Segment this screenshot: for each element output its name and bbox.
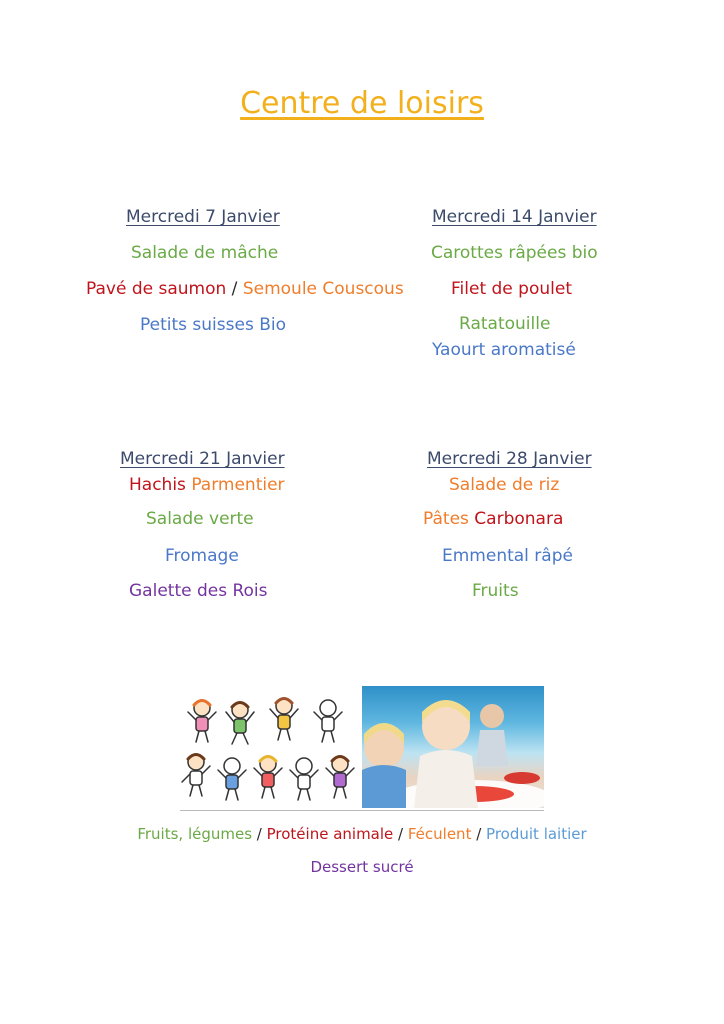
menu-item-text: Salade de mâche [131,243,279,263]
separator: / [393,825,408,843]
page-title: Centre de loisirs [240,86,484,121]
menu-day-2: Mercredi 14 Janvier [432,207,597,227]
menu-item [165,546,239,566]
menu-item-text: Salade verte [146,509,254,529]
legend-dessert: Dessert sucré [310,858,414,876]
menu-day-3: Mercredi 21 Janvier [120,449,285,469]
menu-item-text: Fromage [165,546,239,566]
menu-item [129,475,285,495]
separator: / [252,825,267,843]
menu-item [140,315,286,335]
menu-item-text: Carbonara [474,509,564,529]
menu-item-text: Carottes râpées bio [431,243,598,263]
menu-day-1: Mercredi 7 Janvier [126,207,280,227]
menu-item [451,279,572,299]
menu-item [459,314,550,334]
menu-item-text: Hachis [129,475,192,495]
legend-proteine: Protéine animale [266,825,394,843]
food-legend [0,825,724,843]
menu-item [449,475,559,495]
menu-item-text: Petits suisses Bio [140,315,286,335]
menu-item-text: Semoule Couscous [242,279,404,299]
legend-laitier: Produit laitier [486,825,587,843]
menu-item-text: Yaourt aromatisé [432,340,576,360]
menu-item [146,509,254,529]
menu-item-text: Emmental râpé [442,546,573,566]
separator: / [226,279,243,299]
menu-item-text: Filet de poulet [451,279,572,299]
menu-item [131,243,278,263]
menu-item [442,546,573,566]
menu-item-text: Salade de riz [449,475,560,495]
menu-item [472,581,519,601]
menu-item-text: Galette des Rois [129,581,268,601]
menu-item-text: Fruits [472,581,519,601]
menu-item [129,581,268,601]
menu-item [432,340,576,360]
legend-feculent: Féculent [407,825,472,843]
children-eating-photo [362,686,544,808]
menu-item-text: Pavé de saumon [86,279,227,299]
menu-day-4: Mercredi 28 Janvier [427,449,592,469]
kids-drawing-image [180,686,361,808]
separator: / [471,825,487,843]
menu-item-text: Pâtes [423,509,475,529]
legend-fruits: Fruits, légumes [137,825,253,843]
menu-item [431,243,598,263]
menu-item-text: Ratatouille [459,314,551,334]
menu-item [86,279,404,299]
illustration-banner [180,686,544,811]
menu-item-text: Parmentier [191,475,285,495]
menu-item [423,509,563,529]
